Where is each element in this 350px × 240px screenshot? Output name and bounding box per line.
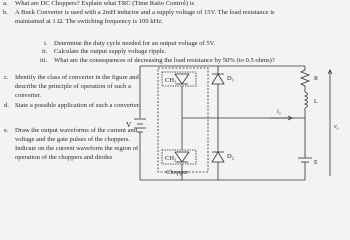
d1-triangle	[212, 74, 224, 84]
d2-label: $D_2$	[227, 153, 234, 161]
ch2-label: $CH_2$	[165, 155, 177, 163]
ch1-triangle-right	[182, 74, 189, 84]
question-d-marker: d.	[4, 102, 9, 109]
inductor-coil	[305, 92, 308, 108]
question-b-marker: b.	[3, 9, 8, 16]
question-b-ii-text: Calculate the output supply voltage ripple.	[54, 48, 167, 55]
io-label: $i_o$	[277, 109, 281, 116]
vo-label: $v_o$	[334, 124, 339, 131]
question-b-line-1: A Buck Converter is used with a 2mH inductor and a supply voltage of 15V. The load resistance is	[15, 9, 275, 16]
question-c-marker: c.	[4, 74, 9, 81]
question-b-iii-text: What are the consequences of decreasing the load resistance by 50% (to 0.5 ohms)?	[54, 57, 275, 64]
question-e-line-2: voltage and the gate pulses of the choppers.	[15, 136, 130, 143]
question-b-i-text: Determine the duty cycle needed for an output voltage of 5V.	[54, 40, 216, 47]
question-a-marker: a.	[3, 0, 8, 7]
question-d-text: State a possible application of such a converter.	[15, 102, 141, 109]
resistor-zigzag	[301, 70, 309, 86]
e-label: E	[314, 160, 318, 166]
d2-triangle	[212, 152, 224, 162]
question-b-ii-marker: ii.	[42, 48, 48, 55]
question-c-line-2: describe the principle of operation of such a	[15, 83, 131, 90]
question-e-line-3: Indicate on the current waveform the region of	[15, 145, 139, 152]
question-e-line-4: operation of the choppers and diodes	[15, 154, 113, 161]
l-label: L	[314, 99, 318, 105]
chopper-label: Chopper	[166, 169, 189, 176]
question-b-i-marker: i.	[44, 40, 48, 47]
d1-label: $D_1$	[227, 75, 234, 83]
question-e-line-1: Draw the output waveforms of the current and	[15, 127, 138, 134]
question-c-line-3: converter.	[15, 92, 42, 99]
question-e-marker: e.	[4, 127, 9, 134]
question-b-iii-marker: iii.	[40, 57, 48, 64]
question-c-line-1: Identify the class of converter in the figure and	[15, 74, 139, 81]
question-b-line-2: maintained at 1 Ω. The switching frequency is 100 kHz.	[15, 18, 163, 25]
source-label: V	[126, 120, 132, 129]
ch2-triangle-right	[182, 152, 189, 162]
r-label: R	[314, 76, 319, 82]
question-a-text: What are DC Choppers? Explain what TRC (Time Ratio Control) is	[15, 0, 195, 7]
ch1-label: $CH_1$	[165, 77, 177, 85]
